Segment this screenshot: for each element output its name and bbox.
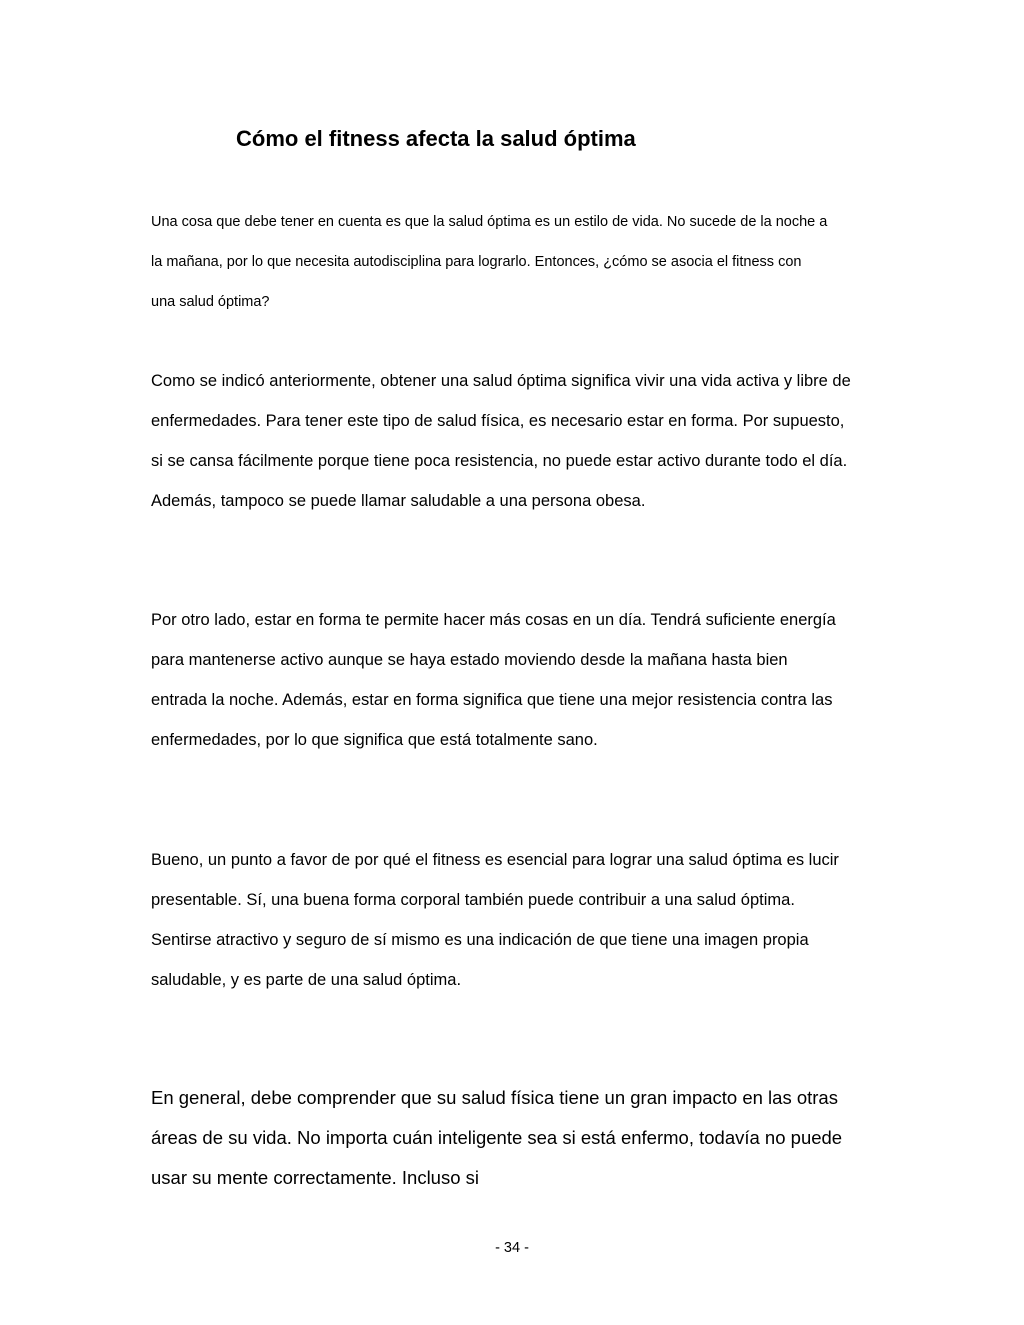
page-number: - 34 - <box>495 1240 529 1256</box>
paragraph-line: una salud óptima? <box>151 294 270 310</box>
paragraph-line: para mantenerse activo aunque se haya estado moviendo desde la mañana hasta bien <box>151 651 788 669</box>
paragraph-line: saludable, y es parte de una salud óptima. <box>151 971 462 989</box>
paragraph-1 <box>151 202 891 322</box>
paragraph-line: enfermedades. Para tener este tipo de salud física, es necesario estar en forma. Por supuesto, <box>151 412 845 430</box>
paragraph-4 <box>151 840 891 1000</box>
paragraph-line: áreas de su vida. No importa cuán inteligente sea si está enfermo, todavía no puede <box>151 1127 843 1148</box>
page-title: Cómo el fitness afecta la salud óptima <box>236 126 636 151</box>
paragraph-line: Una cosa que debe tener en cuenta es que la salud óptima es un estilo de vida. No sucede de la noche a <box>151 214 828 230</box>
paragraph-line: Además, tampoco se puede llamar saludable a una persona obesa. <box>151 492 646 510</box>
paragraph-line: Bueno, un punto a favor de por qué el fitness es esencial para lograr una salud óptima es lucir <box>151 851 839 869</box>
paragraph-line: usar su mente correctamente. Incluso si <box>151 1167 480 1188</box>
paragraph-line: enfermedades, por lo que significa que está totalmente sano. <box>151 731 598 749</box>
paragraph-line: Por otro lado, estar en forma te permite hacer más cosas en un día. Tendrá suficiente energía <box>151 611 836 629</box>
paragraph-5 <box>151 1078 891 1198</box>
paragraph-line: la mañana, por lo que necesita autodisciplina para lograrlo. Entonces, ¿cómo se asocia el fitness con <box>151 254 802 270</box>
paragraph-3 <box>151 600 891 760</box>
paragraph-line: En general, debe comprender que su salud física tiene un gran impacto en las otras <box>151 1087 838 1108</box>
paragraph-line: si se cansa fácilmente porque tiene poca resistencia, no puede estar activo durante todo el día. <box>151 452 848 470</box>
paragraph-2 <box>151 361 891 521</box>
paragraph-line: Como se indicó anteriormente, obtener una salud óptima significa vivir una vida activa y libre de <box>151 372 851 390</box>
paragraph-line: entrada la noche. Además, estar en forma significa que tiene una mejor resistencia contra las <box>151 691 833 709</box>
paragraph-line: presentable. Sí, una buena forma corporal también puede contribuir a una salud óptima. <box>151 891 795 909</box>
paragraph-line: Sentirse atractivo y seguro de sí mismo es una indicación de que tiene una imagen propia <box>151 931 809 949</box>
